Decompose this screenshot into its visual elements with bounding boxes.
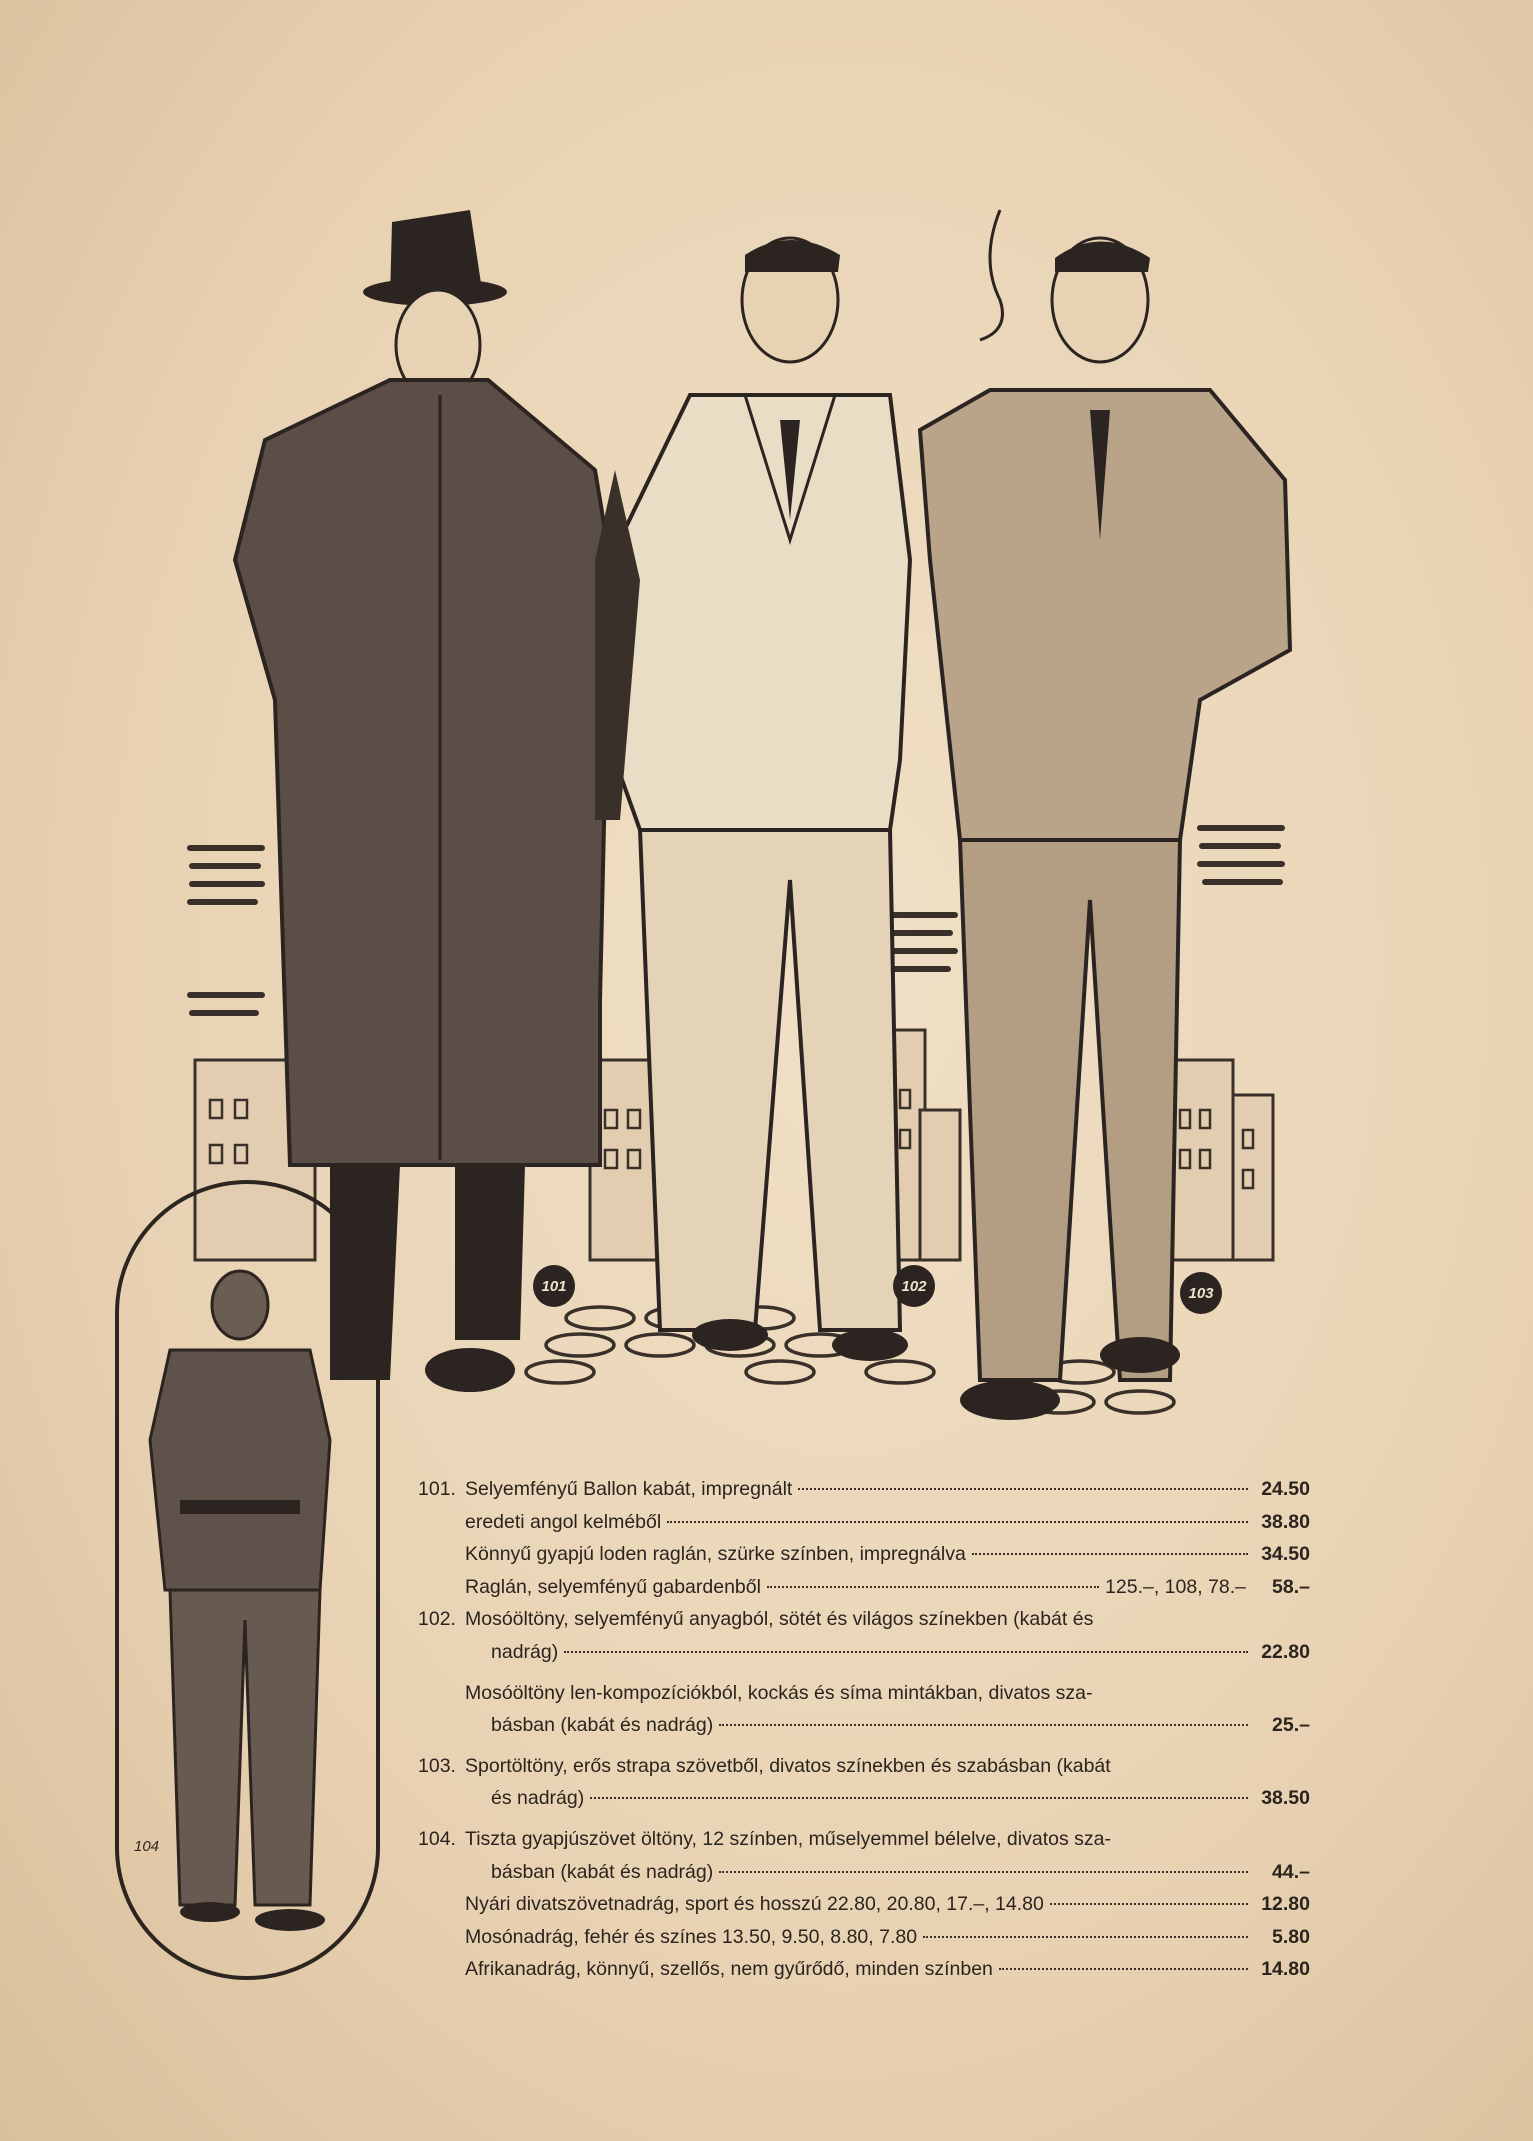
price-row xyxy=(418,1953,1310,1986)
price-row xyxy=(418,1636,1310,1669)
item-price: 44.– xyxy=(1272,1860,1310,1883)
item-description: Mosónadrág, fehér és színes 13.50, 9.50, 8.80, 7.80 xyxy=(465,1925,918,1948)
price-row xyxy=(418,1921,1310,1954)
item-description: Nyári divatszövetnadrág, sport és hosszú 22.80, 20.80, 17.–, 14.80 xyxy=(465,1893,1044,1916)
item-description: eredeti angol kelméből xyxy=(465,1510,662,1533)
item-price: 38.50 xyxy=(1261,1787,1310,1810)
price-row xyxy=(418,1677,1310,1710)
price-row xyxy=(418,1571,1310,1604)
item-description: nadrág) xyxy=(491,1640,559,1663)
item-description: Tiszta gyapjúszövet öltöny, 12 színben, műselyemmel bélelve, divatos sza- xyxy=(465,1827,1111,1850)
dot-leader xyxy=(923,1936,1248,1938)
dot-leader xyxy=(667,1521,1248,1523)
dot-leader xyxy=(798,1488,1248,1490)
item-description: és nadrág) xyxy=(491,1787,585,1810)
item-price: 12.80 xyxy=(1261,1893,1310,1916)
price-row xyxy=(418,1538,1310,1571)
price-row xyxy=(418,1888,1310,1921)
badge-102: 102 xyxy=(893,1265,935,1307)
dot-leader xyxy=(972,1553,1248,1555)
item-price: 34.50 xyxy=(1261,1543,1310,1566)
price-row xyxy=(418,1856,1310,1889)
item-price: 24.50 xyxy=(1261,1478,1310,1500)
price-row xyxy=(418,1709,1310,1742)
item-price-variants: 125.–, 108, 78.– xyxy=(1105,1575,1246,1598)
item-description: Könnyű gyapjú loden raglán, szürke színben, impregnálva xyxy=(465,1543,966,1566)
item-description: básban (kabát és nadrág) xyxy=(491,1714,714,1737)
dot-leader xyxy=(564,1651,1248,1653)
inset-frame xyxy=(115,1180,380,1980)
item-price: 38.80 xyxy=(1261,1510,1310,1533)
item-price: 58.– xyxy=(1272,1575,1310,1598)
item-number: 103. xyxy=(418,1754,456,1777)
item-number: 104. xyxy=(418,1827,456,1850)
item-description: Mosóöltöny, selyemfényű anyagból, sötét és világos színekben (kabát és xyxy=(465,1608,1094,1631)
dot-leader xyxy=(719,1724,1248,1726)
item-description: Mosóöltöny len-kompozíciókból, kockás és síma mintákban, divatos sza- xyxy=(465,1681,1093,1704)
price-row xyxy=(418,1473,1310,1506)
dot-leader xyxy=(999,1968,1248,1970)
item-number: 102. xyxy=(418,1608,456,1631)
price-row xyxy=(418,1823,1310,1856)
item-number: 101. xyxy=(418,1478,456,1500)
price-row xyxy=(418,1782,1310,1815)
item-price: 5.80 xyxy=(1272,1925,1310,1948)
dot-leader xyxy=(767,1586,1099,1588)
item-description: Selyemfényű Ballon kabát, impregnált xyxy=(465,1478,793,1500)
item-description: Sportöltöny, erős strapa szövetből, divatos színekben és szabásban (kabát xyxy=(465,1754,1111,1777)
price-row xyxy=(418,1603,1310,1636)
price-row xyxy=(418,1506,1310,1539)
badge-101: 101 xyxy=(533,1265,575,1307)
dot-leader xyxy=(719,1871,1248,1873)
inset-label: 104 xyxy=(134,1838,160,1855)
item-price: 14.80 xyxy=(1261,1958,1310,1981)
item-price: 22.80 xyxy=(1261,1640,1310,1663)
item-description: básban (kabát és nadrág) xyxy=(491,1860,714,1883)
badge-103: 103 xyxy=(1180,1272,1222,1314)
dot-leader xyxy=(590,1797,1248,1799)
price-row xyxy=(418,1750,1310,1783)
item-price: 25.– xyxy=(1272,1714,1310,1737)
dot-leader xyxy=(1050,1903,1248,1905)
item-description: Raglán, selyemfényű gabardenből xyxy=(465,1575,761,1598)
item-description: Afrikanadrág, könnyű, szellős, nem gyűrődő, minden színben xyxy=(465,1958,993,1981)
price-list xyxy=(418,1473,1310,1986)
